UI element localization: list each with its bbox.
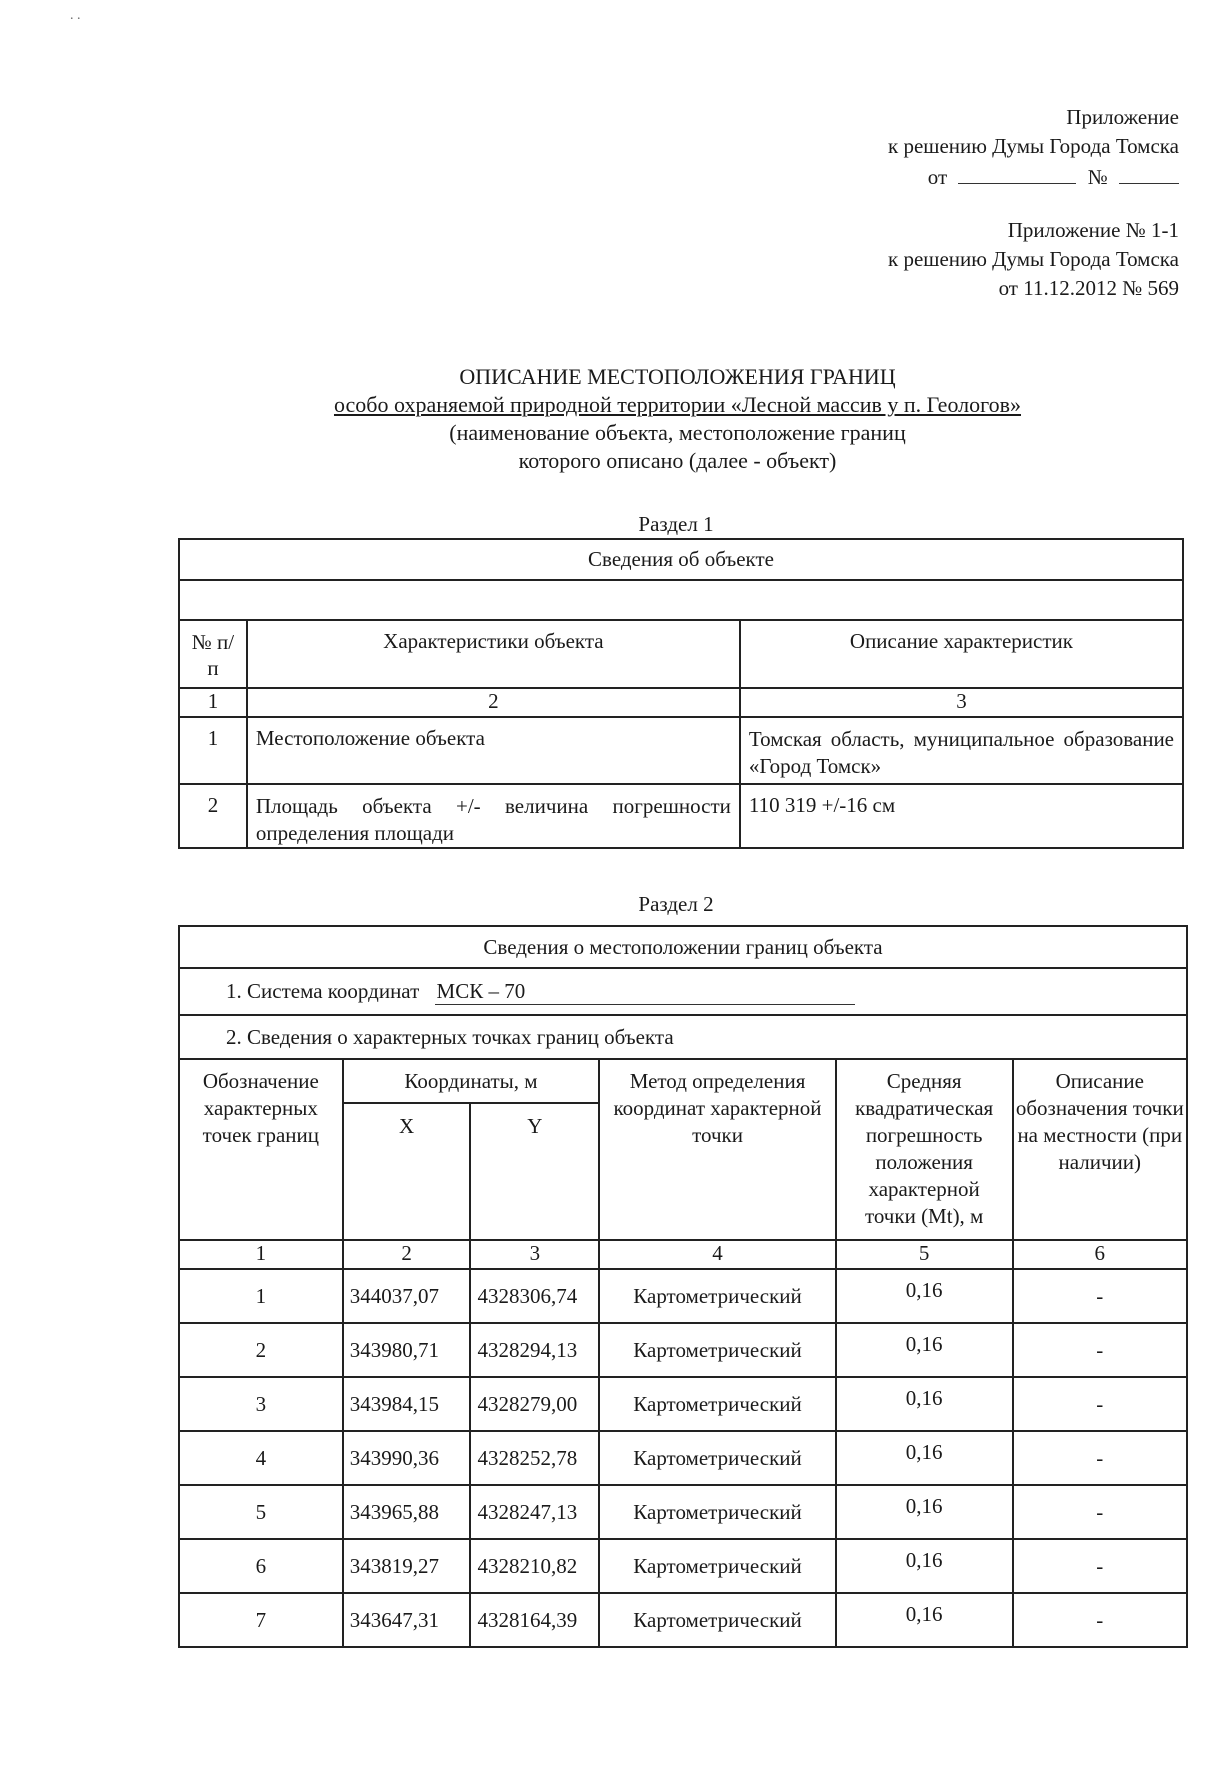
s1-row2-value: 110 319 +/-16 см — [740, 784, 1183, 848]
point-number: 4 — [179, 1431, 343, 1485]
coord-system-row — [179, 968, 1187, 1015]
point-x: 343990,36 — [343, 1431, 471, 1485]
s1-colnum-3: 3 — [740, 688, 1183, 717]
s1-row2-num: 2 — [179, 784, 247, 848]
point-y: 4328279,00 — [470, 1377, 599, 1431]
s2-header-method: Метод определения координат характерной точки — [599, 1059, 835, 1240]
scan-mark: . . — [70, 8, 81, 23]
annex-header — [579, 103, 1179, 192]
s2-colnum-5: 5 — [836, 1240, 1013, 1269]
point-error: 0,16 — [836, 1323, 1013, 1377]
point-x: 343647,31 — [343, 1593, 471, 1647]
section2-table — [178, 925, 1188, 1648]
point-desc: - — [1013, 1269, 1187, 1323]
section1-table — [178, 538, 1184, 849]
annex-header-date-line — [579, 161, 1179, 192]
point-method: Картометрический — [599, 1431, 835, 1485]
table-row — [179, 1539, 1187, 1593]
section2-label: Раздел 2 — [638, 892, 714, 916]
s2-header-desc: Описание обозначения точки на местности (при наличии) — [1013, 1059, 1187, 1240]
point-error: 0,16 — [836, 1431, 1013, 1485]
s2-colnum-1: 1 — [179, 1240, 343, 1269]
points-table-body — [179, 1269, 1187, 1647]
point-number: 1 — [179, 1269, 343, 1323]
section1-heading: Сведения об объекте — [179, 539, 1183, 580]
title-note2: которого описано (далее - объект) — [518, 448, 837, 473]
table-row — [179, 1377, 1187, 1431]
s1-header-num: № п/п — [179, 620, 247, 688]
point-x: 344037,07 — [343, 1269, 471, 1323]
s2-header-point: Обозначение характерных точек границ — [179, 1059, 343, 1240]
point-method: Картометрический — [599, 1377, 835, 1431]
s1-header-characteristics: Характеристики объекта — [247, 620, 740, 688]
s2-header-y: Y — [470, 1103, 599, 1240]
table-row — [179, 1485, 1187, 1539]
table-row — [179, 1431, 1187, 1485]
s1-header-description: Описание характеристик — [740, 620, 1183, 688]
from-label: от — [927, 165, 948, 189]
point-x: 343984,15 — [343, 1377, 471, 1431]
s1-row1-num: 1 — [179, 717, 247, 784]
point-method: Картометрический — [599, 1539, 835, 1593]
section1-label: Раздел 1 — [638, 512, 714, 536]
point-desc: - — [1013, 1539, 1187, 1593]
point-x: 343980,71 — [343, 1323, 471, 1377]
s2-colnum-4: 4 — [599, 1240, 835, 1269]
point-y: 4328306,74 — [470, 1269, 599, 1323]
point-y: 4328164,39 — [470, 1593, 599, 1647]
point-desc: - — [1013, 1377, 1187, 1431]
point-number: 6 — [179, 1539, 343, 1593]
point-x: 343965,88 — [343, 1485, 471, 1539]
point-number: 3 — [179, 1377, 343, 1431]
s2-colnum-3: 3 — [470, 1240, 599, 1269]
point-x: 343819,27 — [343, 1539, 471, 1593]
coord-system-value: МСК – 70 — [435, 979, 855, 1005]
s1-row1-value: Томская область, муниципальное образование «Город Томск» — [740, 717, 1183, 784]
annex-header-line1: Приложение — [1066, 105, 1179, 129]
s2-header-error: Средняя квадратическая погрешность положения характерной точки (Mt), м — [836, 1059, 1013, 1240]
document-title — [62, 363, 1231, 475]
s1-colnum-2: 2 — [247, 688, 740, 717]
points-heading: 2. Сведения о характерных точках границ объекта — [179, 1015, 1187, 1059]
point-error: 0,16 — [836, 1377, 1013, 1431]
point-y: 4328210,82 — [470, 1539, 599, 1593]
annex-old — [579, 216, 1179, 303]
table-row — [179, 1593, 1187, 1647]
table-row — [179, 1323, 1187, 1377]
point-desc: - — [1013, 1323, 1187, 1377]
point-desc: - — [1013, 1485, 1187, 1539]
title-object-name: особо охраняемой природной территории «Лесной массив у п. Геологов» — [333, 392, 1021, 417]
s1-row1-characteristic: Местоположение объекта — [247, 717, 740, 784]
s1-row2-characteristic: Площадь объекта +/- величина погрешности определения площади — [247, 784, 740, 848]
date-blank — [958, 161, 1076, 184]
point-y: 4328294,13 — [470, 1323, 599, 1377]
annex-old-line2: к решению Думы Города Томска — [888, 247, 1179, 271]
table-row — [179, 1269, 1187, 1323]
section1-empty-row — [179, 580, 1183, 620]
annex-old-line3: от 11.12.2012 № 569 — [998, 276, 1179, 300]
point-number: 2 — [179, 1323, 343, 1377]
point-error: 0,16 — [836, 1593, 1013, 1647]
point-method: Картометрический — [599, 1269, 835, 1323]
annex-old-line1: Приложение № 1-1 — [1007, 218, 1179, 242]
point-method: Картометрический — [599, 1485, 835, 1539]
s2-colnum-2: 2 — [343, 1240, 471, 1269]
point-y: 4328247,13 — [470, 1485, 599, 1539]
point-number: 7 — [179, 1593, 343, 1647]
point-error: 0,16 — [836, 1269, 1013, 1323]
point-number: 5 — [179, 1485, 343, 1539]
point-error: 0,16 — [836, 1539, 1013, 1593]
point-method: Картометрический — [599, 1323, 835, 1377]
point-error: 0,16 — [836, 1485, 1013, 1539]
point-method: Картометрический — [599, 1593, 835, 1647]
point-desc: - — [1013, 1431, 1187, 1485]
s2-colnum-6: 6 — [1013, 1240, 1187, 1269]
coord-system-label: 1. Система координат — [226, 978, 420, 1003]
s1-colnum-1: 1 — [179, 688, 247, 717]
s2-header-x: X — [343, 1103, 471, 1240]
number-blank — [1119, 161, 1179, 184]
annex-header-line2: к решению Думы Города Томска — [888, 134, 1179, 158]
point-desc: - — [1013, 1593, 1187, 1647]
point-y: 4328252,78 — [470, 1431, 599, 1485]
title-main: ОПИСАНИЕ МЕСТОПОЛОЖЕНИЯ ГРАНИЦ — [459, 364, 896, 389]
title-note1: (наименование объекта, местоположение границ — [449, 420, 906, 445]
section2-heading: Сведения о местоположении границ объекта — [179, 926, 1187, 968]
s2-header-coords: Координаты, м — [343, 1059, 600, 1103]
number-label: № — [1087, 165, 1108, 189]
